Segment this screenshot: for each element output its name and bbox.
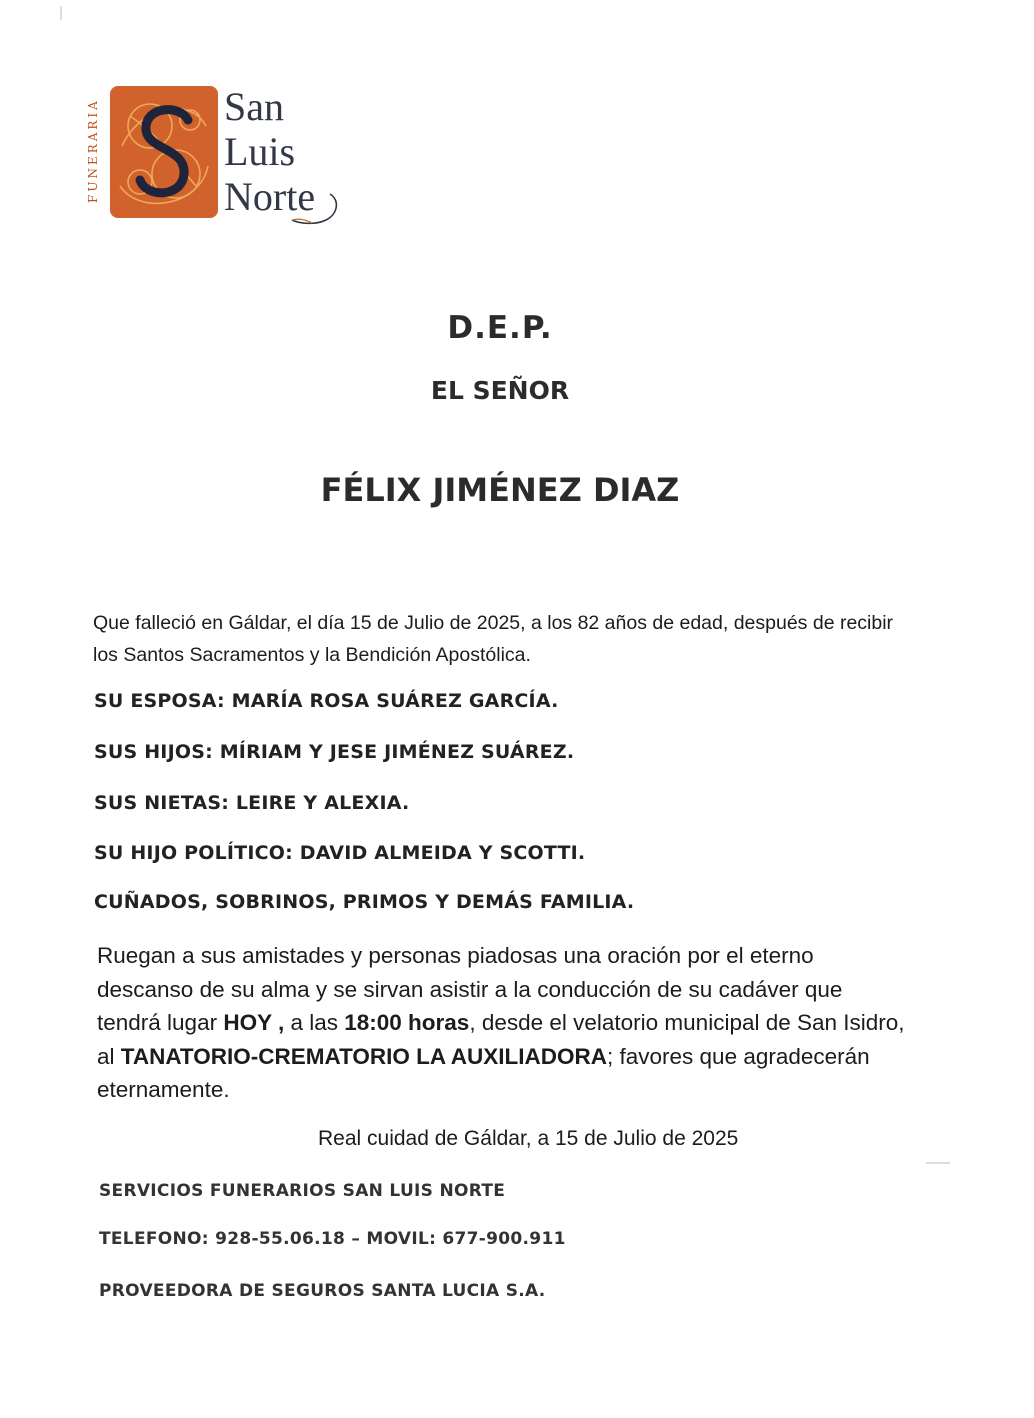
request-text-4: ; favores que agradecerán eternamente. [97, 1043, 870, 1102]
request-text-2: a las [284, 1010, 345, 1035]
footer-company: SERVICIOS FUNERARIOS SAN LUIS NORTE [99, 1181, 506, 1201]
request-paragraph [97, 939, 912, 1107]
family-line-children: SUS HIJOS: MÍRIAM Y JESE JIMÉNEZ SUÁREZ. [94, 741, 575, 763]
deceased-name: FÉLIX JIMÉNEZ DIAZ [320, 471, 680, 509]
logo-name-line-2: Luis [224, 129, 296, 174]
dep-heading: D.E.P. [447, 310, 553, 346]
logo-swash [286, 190, 342, 230]
request-today: HOY , [223, 1010, 285, 1035]
intro-paragraph: Que falleció en Gáldar, el día 15 de Julio de 2025, a los 82 años de edad, después de recibir los Santos Sacramentos y la Bendición Apostólica. [93, 612, 894, 666]
logo-name-line-3: Norte [224, 174, 316, 219]
family-line-relatives: CUÑADOS, SOBRINOS, PRIMOS Y DEMÁS FAMILIA. [94, 891, 635, 913]
logo-name-line-1: San [224, 84, 284, 129]
request-time: 18:00 horas [344, 1010, 470, 1035]
request-destination: TANATORIO-CREMATORIO LA AUXILIADORA [120, 1043, 607, 1069]
logo-vertical-text: FUNERARIA [86, 98, 100, 204]
family-line-son-in-law: SU HIJO POLÍTICO: DAVID ALMEIDA Y SCOTTI. [94, 842, 586, 864]
logo-emblem [110, 86, 218, 218]
footer-phones: TELEFONO: 928-55.06.18 – MOVIL: 677-900.911 [99, 1229, 566, 1249]
family-line-granddaughters: SUS NIETAS: LEIRE Y ALEXIA. [94, 792, 410, 814]
date-line: Real cuidad de Gáldar, a 15 de Julio de 2025 [318, 1127, 739, 1150]
request-text-3: , desde el velatorio municipal de San Isidro, al [97, 1010, 905, 1069]
title-heading: EL SEÑOR [430, 376, 570, 405]
scan-speck [926, 1162, 950, 1164]
request-text-1: Ruegan a sus amistades y personas piadosas una oración por el eterno descanso de su alma y se sirvan asistir a la conducción de su cadáver que tendrá lugar [97, 943, 843, 1035]
footer-insurer: PROVEEDORA DE SEGUROS SANTA LUCIA S.A. [99, 1281, 546, 1301]
scan-speck [60, 6, 62, 20]
family-line-spouse: SU ESPOSA: MARÍA ROSA SUÁREZ GARCÍA. [94, 690, 559, 712]
